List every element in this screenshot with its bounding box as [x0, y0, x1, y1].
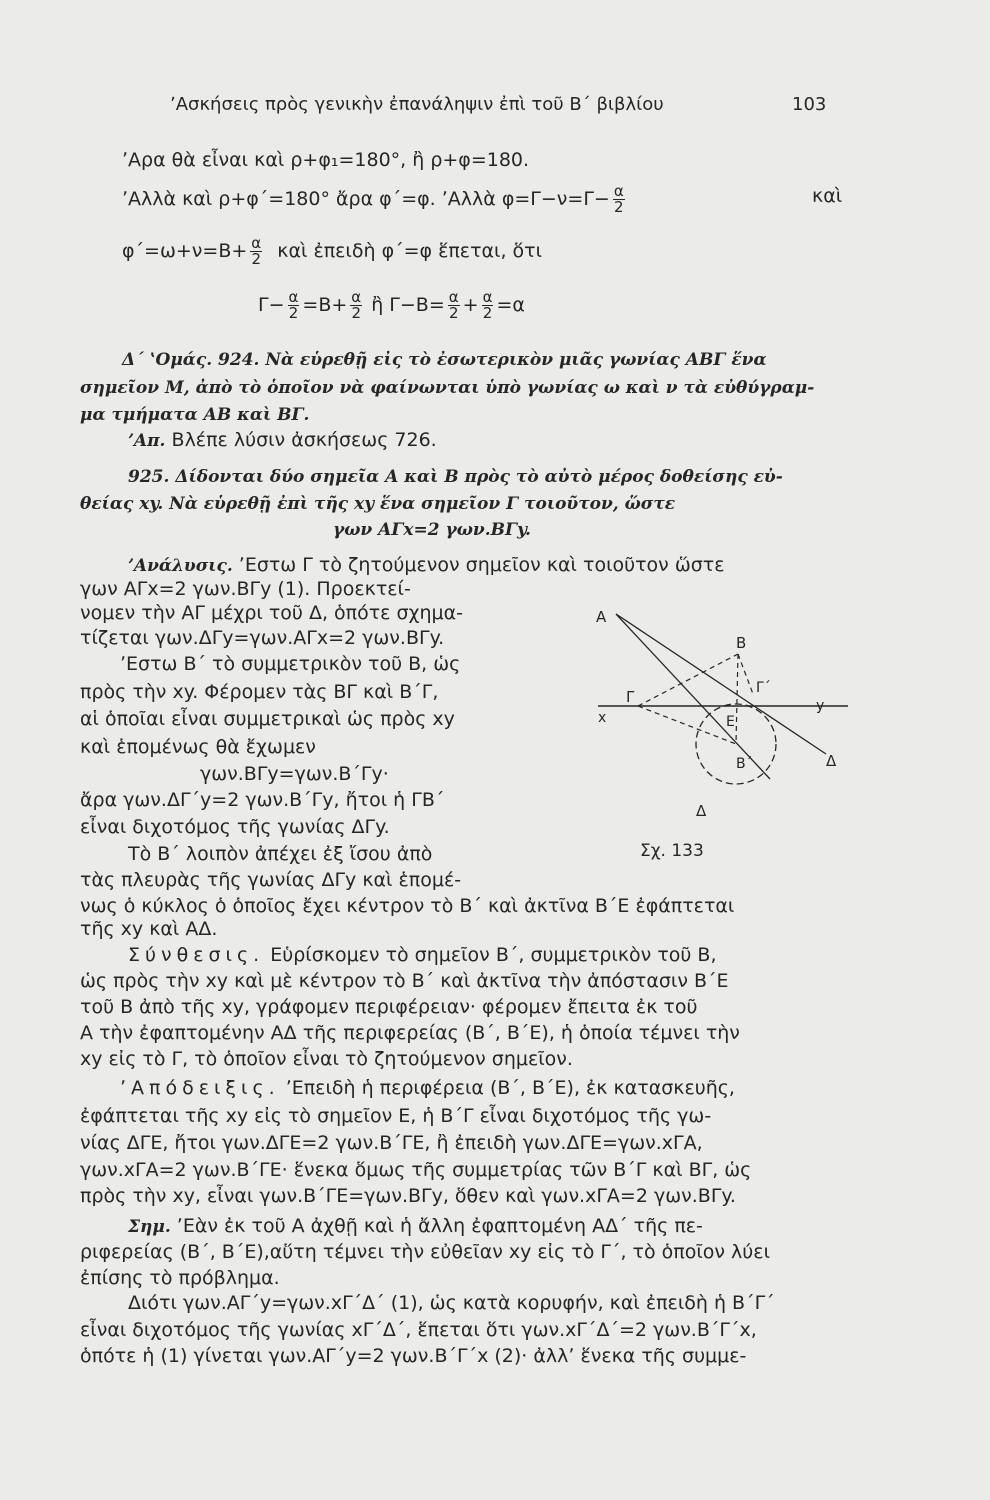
fraction-a-over-2 — [250, 236, 262, 267]
note-text: ʼΕὰν ἐκ τοῦ Α ἀχθῇ καὶ ἡ ἄλλη ἐφαπτομένη ΑΔ΄ τῆς πε- — [176, 1215, 703, 1237]
analysis-label: ʼΑνάλυσις. — [128, 556, 233, 576]
line-BBp — [736, 654, 738, 744]
fraction-numerator: α — [613, 182, 624, 200]
equation-segment: Γ− — [258, 294, 285, 316]
analysis-line: τὰς πλευρὰς τῆς γωνίας ΔΓy καὶ ἑπομέ- — [80, 869, 462, 891]
fraction-a-over-2 — [288, 290, 300, 321]
analysis-line: νως ὁ κύκλος ὁ ὁποῖος ἔχει κέντρον τὸ Β΄ καὶ ἀκτῖνα Β΄Ε ἐφάπτεται — [80, 895, 735, 917]
line-AD — [616, 614, 770, 779]
note-line: ριφερείας (Β΄, Β΄Ε),αὕτη τέμνει τὴν εὐθεῖαν xy εἰς τὸ Γ΄, τὸ ὁποῖον λύει — [80, 1241, 770, 1263]
figure-caption: Σχ. 133 — [640, 841, 704, 861]
fraction-numerator: α — [448, 288, 459, 306]
text-segment: ʼΑλλὰ καὶ ρ+φ΄=180° ἄρα φ΄=φ. ʼΑλλὰ φ=Γ−ν=Γ− — [122, 188, 610, 210]
fraction-a-over-2 — [350, 290, 362, 321]
exercise-925-line: 925. Δίδονται δύο σημεῖα Α καὶ Β πρὸς τὸ αὐτὸ μέρος δοθείσης εὐ- — [128, 467, 783, 487]
synthesis-line: τοῦ Β ἀπὸ τῆς xy, γράφομεν περιφέρειαν· φέρομεν ἔπειτα ἐκ τοῦ — [80, 996, 698, 1018]
proof-line — [120, 1076, 735, 1100]
figure-label-x: x — [598, 710, 607, 726]
analysis-line: πρὸς τὴν xy. Φέρομεν τὰς ΒΓ καὶ Β΄Γ, — [80, 681, 439, 703]
exercise-924-line: σημεῖον Μ, ἀπὸ τὸ ὁποῖον νὰ φαίνωνται ὑπὸ γωνίας ω καὶ ν τὰ εὐθύγραμ- — [80, 378, 815, 398]
analysis-line: γων.ΒΓy=γων.Β΄Γy· — [200, 763, 389, 785]
synthesis-line: xy εἰς τὸ Γ, τὸ ὁποῖον εἶναι τὸ ζητούμενον σημεῖον. — [80, 1048, 573, 1070]
synthesis-line — [128, 943, 717, 967]
figure-label-Delta: Δ — [696, 802, 707, 820]
text-line: καὶ — [812, 185, 843, 207]
proof-line: νίας ΔΓΕ, ἤτοι γων.ΔΓΕ=2 γων.Β΄ΓΕ, ἢ ἐπειδὴ γων.ΔΓΕ=γων.xΓΑ, — [80, 1132, 703, 1154]
equation-segment: + — [462, 294, 479, 316]
analysis-line: τῆς xy καὶ ΑΔ. — [80, 918, 218, 940]
note-line: ὁπότε ἡ (1) γίνεται γων.ΑΓ΄y=2 γων.Β΄Γ΄x (2)· ἀλλʼ ἕνεκα τῆς συμμε- — [80, 1345, 747, 1367]
page-number: 103 — [792, 94, 827, 115]
analysis-line: τίζεται γων.ΔΓy=γων.ΑΓx=2 γων.ΒΓy. — [80, 627, 445, 649]
fraction-denominator: 2 — [448, 304, 459, 322]
figure-label-Gamma-prime: Γ΄ — [756, 680, 771, 696]
proof-line: γων.xΓΑ=2 γων.Β΄ΓΕ· ἕνεκα ὅμως τῆς συμμετρίας τῶν Β΄Γ καὶ ΒΓ, ὡς — [80, 1159, 752, 1181]
fraction-numerator: α — [351, 288, 362, 306]
figure-label-y: y — [816, 698, 825, 714]
exercise-924-line: μα τμήματα ΑΒ καὶ ΒΓ. — [80, 405, 310, 425]
text-segment: φ΄=ω+ν=Β+ — [122, 240, 248, 262]
analysis-line: εἶναι διχοτόμος τῆς γωνίας ΔΓy. — [80, 816, 390, 838]
equation-segment: =α — [496, 294, 525, 316]
exercise-924-line: Δ΄ ʽΟμάς. 924. Νὰ εὑρεθῇ εἰς τὸ ἐσωτερικὸν μιᾶς γωνίας ΑΒΓ ἕνα — [122, 350, 767, 370]
analysis-line: γων ΑΓx=2 γων.ΒΓy (1). Προεκτεί- — [80, 578, 411, 600]
synthesis-label: Σύνθεσις. — [128, 944, 265, 966]
fraction-denominator: 2 — [251, 250, 261, 268]
equation-line — [258, 290, 525, 321]
equation-segment: =Β+ — [302, 294, 348, 316]
fraction-numerator: α — [288, 288, 299, 306]
text-line — [122, 184, 628, 215]
analysis-line: αἱ ὁποῖαι εἶναι συμμετρικαὶ ὡς πρὸς xy — [80, 708, 455, 730]
fraction-denominator: 2 — [614, 198, 624, 216]
synthesis-line: Α τὴν ἐφαπτομένην ΑΔ τῆς περιφερείας (Β΄, Β΄Ε), ἡ ὁποία τέμνει τὴν — [80, 1022, 740, 1044]
running-header: ʼΑσκήσεις πρὸς γενικὴν ἐπανάληψιν ἐπὶ τοῦ Β΄ βιβλίου — [170, 94, 664, 115]
proof-line: πρὸς τὴν xy, εἶναι γων.Β΄ΓΕ=γων.ΒΓy, ὅθεν καὶ γων.xΓΑ=2 γων.ΒΓy. — [80, 1185, 736, 1207]
note-line: Διότι γων.ΑΓ΄y=γων.xΓ΄Δ΄ (1), ὡς κατὰ κορυφήν, καὶ ἐπειδὴ ἡ Β΄Γ΄ — [128, 1292, 775, 1314]
fraction-numerator: α — [482, 288, 493, 306]
note-line: ἐπίσης τὸ πρόβλημα. — [80, 1267, 280, 1289]
figure-label-Delta-prime: Δ — [826, 752, 837, 770]
fraction-denominator: 2 — [482, 304, 493, 322]
geometry-figure-133 — [588, 604, 858, 864]
analysis-line: ʼΕστω Β΄ τὸ συμμετρικὸν τοῦ Β, ὡς — [120, 653, 461, 675]
figure-label-A: Α — [596, 608, 607, 626]
exercise-925-line: γων ΑΓx=2 γων.ΒΓy. — [333, 520, 531, 540]
fraction-denominator: 2 — [288, 304, 299, 322]
figure-label-E: Ε — [726, 714, 735, 730]
analysis-text: ʼΕστω Γ τὸ ζητούμενον σημεῖον καὶ τοιοῦτον ὥστε — [238, 554, 725, 576]
note-line: εἶναι διχοτόμος τῆς γωνίας xΓ΄Δ΄, ἕπεται ὅτι γων.xΓ΄Δ΄=2 γων.Β΄Γ΄x, — [80, 1319, 757, 1341]
note-label: Σημ. — [128, 1217, 171, 1237]
analysis-line — [128, 553, 725, 578]
line-BpG — [638, 706, 736, 744]
answer-line — [128, 428, 437, 453]
text-segment: καὶ ἐπειδὴ φ΄=φ ἕπεται, ὅτι — [277, 240, 543, 262]
note-line — [128, 1214, 703, 1239]
line-BGp — [738, 654, 753, 694]
figure-label-B: Β — [736, 634, 747, 652]
analysis-line: νομεν τὴν ΑΓ μέχρι τοῦ Δ, ὁπότε σχημα- — [80, 602, 464, 624]
exercise-925-line: θείας xy. Νὰ εὑρεθῇ ἐπὶ τῆς xy ἕνα σημεῖον Γ τοιοῦτον, ὥστε — [80, 494, 676, 514]
synthesis-line: ὡς πρὸς τὴν xy καὶ μὲ κέντρον τὸ Β΄ καὶ ἀκτῖνα τὴν ἀπόστασιν Β΄Ε — [80, 970, 729, 992]
analysis-line: Τὸ Β΄ λοιπὸν ἀπέχει ἐξ ἴσου ἀπὸ — [128, 843, 433, 865]
analysis-line: καὶ ἑπομένως θὰ ἔχωμεν — [80, 736, 316, 758]
figure-label-Gamma: Γ — [626, 688, 635, 706]
equation-segment: ἢ Γ−Β= — [371, 294, 445, 316]
answer-text: Βλέπε λύσιν ἀσκήσεως 726. — [171, 429, 437, 451]
fraction-a-over-2 — [448, 290, 460, 321]
proof-text: ʼΕπειδὴ ἡ περιφέρεια (Β΄, Β΄Ε), ἐκ κατασκευῆς, — [285, 1077, 735, 1099]
answer-label: ʼΑπ. — [128, 431, 166, 451]
text-line: ʼΑρα θὰ εἶναι καὶ ρ+φ₁=180°, ἢ ρ+φ=180. — [122, 149, 530, 171]
figure-label-B-prime: Β΄ — [736, 756, 753, 772]
text-line — [122, 236, 542, 267]
fraction-numerator: α — [251, 234, 262, 252]
fraction-a-over-2 — [613, 184, 625, 215]
synthesis-text: Εὑρίσκομεν τὸ σημεῖον Β΄, συμμετρικὸν τοῦ Β, — [270, 944, 717, 966]
proof-label: ʼΑπόδειξις. — [120, 1077, 280, 1099]
fraction-a-over-2 — [482, 290, 494, 321]
analysis-line: ἄρα γων.ΔΓ΄y=2 γων.Β΄Γy, ἤτοι ἡ ΓΒ΄ — [80, 789, 445, 811]
fraction-denominator: 2 — [351, 304, 361, 322]
line-AD-prime — [616, 614, 826, 754]
proof-line: ἐφάπτεται τῆς xy εἰς τὸ σημεῖον Ε, ἡ Β΄Γ εἶναι διχοτόμος τῆς γω- — [80, 1105, 712, 1127]
